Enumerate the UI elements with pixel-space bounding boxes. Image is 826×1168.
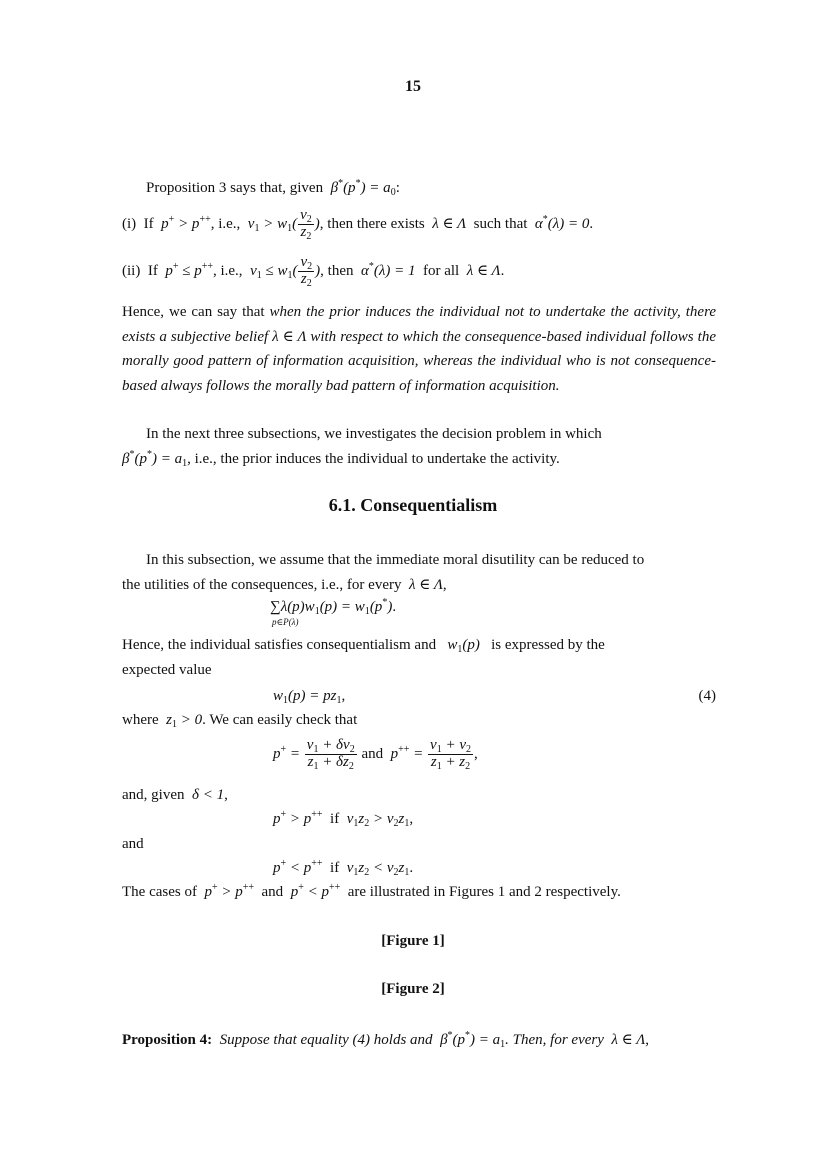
z1-positive: $z_1 > 0$	[166, 712, 203, 730]
next-para-line1: In the next three subsections, we investigates the decision problem in which	[146, 426, 602, 442]
and-given-text: and, given	[122, 787, 185, 803]
check-text: . We can easily check that	[202, 712, 358, 728]
sum-equation: $\sum\lambda(p)w_1(p) = w_1(p^*)$.	[270, 597, 397, 617]
proposition4-text: Suppose that equality (4) holds and	[219, 1032, 433, 1048]
item-i-line: (i) If p+ > p++, i.e., $v_1 > w_1$( $\frac{v_2}{z_2}$ ), then there exists λ ∈ Λ such that α*(λ) = 0.	[122, 207, 594, 242]
item-i-if: If	[143, 215, 154, 232]
section-para-line2-text: the utilities of the consequences, i.e., for every	[122, 577, 402, 593]
delta-lt-1: δ < 1	[191, 787, 225, 803]
hence2-line1	[122, 635, 605, 657]
hence2-line2: expected value	[122, 662, 212, 678]
item-ii-alpha: α*(λ) = 1	[360, 260, 416, 279]
item-i-cond: p+ > p++	[161, 213, 211, 232]
next-para-text2: , i.e., the prior induces the individual to undertake the activity.	[187, 451, 560, 467]
item-ii-lambda: λ ∈ Λ	[466, 262, 501, 279]
where-line	[122, 710, 357, 732]
and-alone: and	[122, 836, 144, 852]
section-heading: 6.1. Consequentialism	[328, 495, 498, 515]
item-ii-line: (ii) If p+ ≤ p++, i.e., $v_1 \le w_1$( $\frac{v_2}{z_2}$ ), then α*(λ) = 1 for all λ ∈ Λ.	[122, 254, 505, 289]
item-i-label: (i)	[122, 215, 137, 232]
proposition4-lambda: λ ∈ Λ	[611, 1032, 646, 1048]
item-i-then: , then there exists	[319, 215, 425, 232]
section-para-line1: In this subsection, we assume that the immediate moral disutility can be reduced to	[146, 552, 645, 568]
proposition4-line: Proposition 4: Suppose that equality (4) holds and $\beta^*(p^*) = a_1$. Then, for every λ ∈ Λ,	[122, 1030, 650, 1050]
figure-1-placeholder: [Figure 1]	[381, 933, 445, 949]
hence2-text: Hence, the individual satisfies consequentialism and	[122, 637, 437, 653]
proposition4-text2: . Then, for every	[505, 1032, 604, 1048]
sum-index: p∈P(λ)	[272, 617, 299, 627]
item-i-lambda: λ ∈ Λ	[432, 215, 467, 232]
item-ii-label: (ii)	[122, 262, 141, 279]
sum-formula: $\sum\lambda(p)w_1(p) = w_1(p^*)$	[270, 597, 393, 617]
section-lambda: λ ∈ Λ	[409, 577, 443, 593]
formula-beta-p: $\beta^*(p^*) = a_0$	[330, 178, 396, 198]
section-para-line2: the utilities of the consequences, i.e., for every λ ∈ Λ,	[122, 577, 447, 593]
item-ii-ie: , i.e.,	[212, 262, 243, 279]
item-ii-formula: $v_1 \le w_1$( $\frac{v_2}{z_2}$ )	[250, 254, 321, 289]
item-i-ie: , i.e.,	[210, 215, 241, 232]
equation-4: $w_1(p) = pz_1$,	[273, 688, 346, 706]
hence-paragraph	[122, 300, 716, 398]
proposition3-intro-text: Proposition 3 says that, given	[146, 180, 324, 196]
cases-tail: are illustrated in Figures 1 and 2 respectively.	[347, 884, 621, 900]
if-word-2: if	[330, 860, 340, 876]
if-word-1: if	[330, 811, 340, 827]
proposition4-beta: $\beta^*(p^*) = a_1$	[440, 1030, 506, 1050]
and-given-line: and, given δ < 1,	[122, 787, 228, 803]
hence2-text-b: is expressed by the	[491, 637, 605, 653]
item-ii-cond: p+ ≤ p++	[165, 260, 213, 279]
hence2-w1p: $w_1(p)$	[447, 637, 480, 655]
figure-2-placeholder: [Figure 2]	[381, 981, 445, 997]
ineq-less: p+ < p++ if $v_1z_2 < v_2z_1$.	[273, 858, 414, 878]
formula-beta-a1: $\beta^*(p^*) = a_1$	[122, 449, 188, 469]
item-ii-for-all: for all	[422, 262, 460, 279]
item-ii-then: , then	[320, 262, 354, 279]
cases-line: The cases of p+ > p++ and p+ < p++ are illustrated in Figures 1 and 2 respectively.	[122, 882, 621, 900]
page-number: 15	[405, 78, 421, 95]
hence-italic: when the prior induces the individual not to undertake the activity, there exists a subjective belief λ ∈ Λ with respect to which the consequence-based individual follows the morally good pattern of information acquisition, whereas the individual who is not consequence-based always follows the morally bad pattern of information acquisition.	[122, 304, 717, 394]
equation-4-number: (4)	[698, 688, 716, 704]
cases-and: and	[261, 884, 284, 900]
proposition4-label: Proposition 4:	[122, 1032, 213, 1048]
where-text: where	[122, 712, 159, 728]
cases-lead: The cases of	[122, 884, 197, 900]
hence-lead: Hence, we can say that	[122, 304, 265, 320]
p-plus-equations: p+ = $\frac{v_1 + \delta v_2}{z_1 + \delta z_2}$ and p++ = $\frac{v_1 + v_2}{z_1 + z_2}$ ,	[273, 737, 478, 772]
next-para-line2	[122, 449, 560, 471]
item-i-formula: $v_1 > w_1$( $\frac{v_2}{z_2}$ )	[247, 207, 320, 242]
item-i-such-that: such that	[473, 215, 528, 232]
and-word: and	[361, 745, 384, 762]
proposition3-intro-line: Proposition 3 says that, given $\beta^*(p^*) = a_0$:	[146, 178, 400, 198]
ineq-greater: p+ > p++ if $v_1z_2 > v_2z_1$,	[273, 809, 414, 829]
item-i-alpha: α*(λ) = 0	[534, 213, 590, 232]
item-ii-if: If	[147, 262, 158, 279]
